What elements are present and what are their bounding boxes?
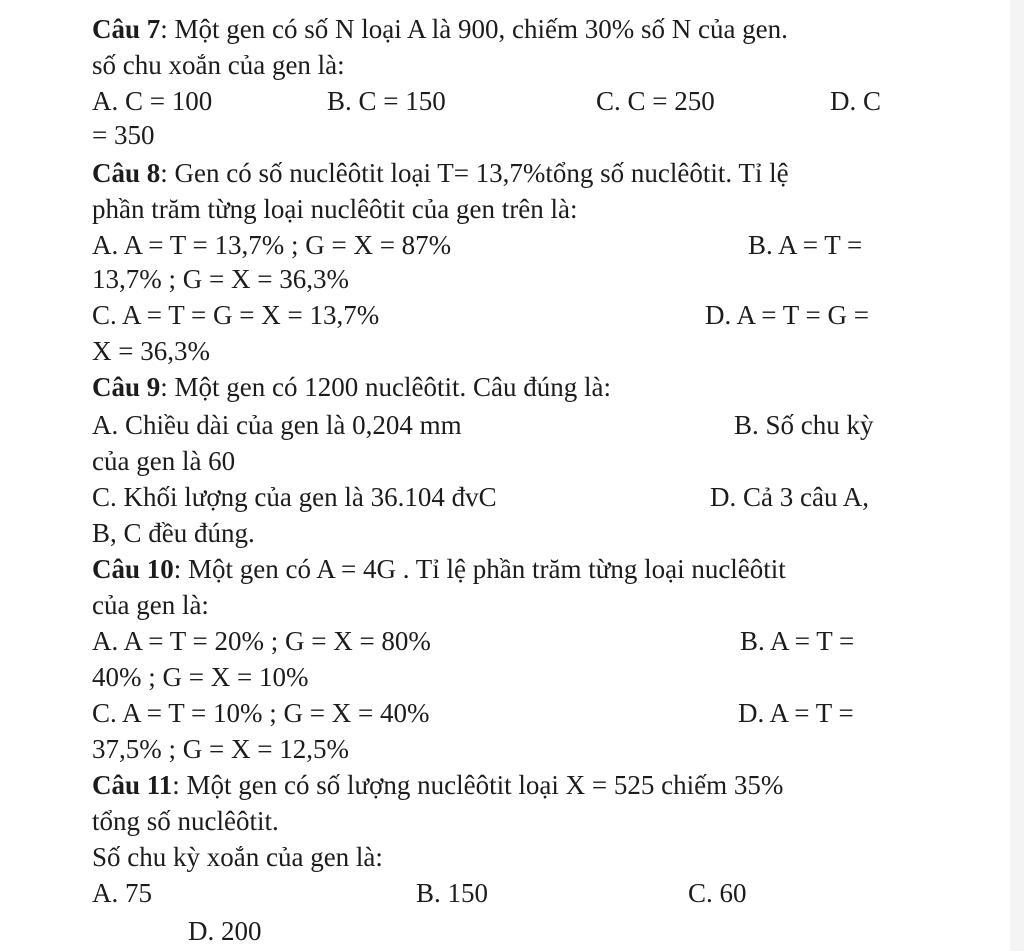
question-7-option-b: B. C = 150 <box>327 86 446 116</box>
question-10-stem-cont: của gen là: <box>92 590 209 620</box>
question-8-option-a: A. A = T = 13,7% ; G = X = 87% <box>92 230 452 260</box>
question-7-option-d-cont: = 350 <box>92 120 155 150</box>
question-8-stem-cont: phần trăm từng loại nuclêôtit của gen trên là: <box>92 194 578 224</box>
question-7-text: : Một gen có số N loại A là 900, chiếm 30% số N của gen. <box>160 14 788 44</box>
question-9-option-c: C. Khối lượng của gen là 36.104 đvC <box>92 482 497 512</box>
question-10-text: : Một gen có A = 4G . Tỉ lệ phần trăm từng loại nuclêôtit <box>173 554 786 584</box>
question-10-option-a: A. A = T = 20% ; G = X = 80% <box>92 626 431 656</box>
question-8-label: Câu 8 <box>92 158 161 188</box>
question-11-text: : Một gen có số lượng nuclêôtit loại X = 525 chiếm 35% <box>172 770 784 800</box>
question-9-stem <box>92 370 611 404</box>
question-7-label: Câu 7 <box>92 14 161 44</box>
question-9-option-d-cont: B, C đều đúng. <box>92 518 255 548</box>
question-11-option-c: C. 60 <box>688 878 747 908</box>
question-11-option-b: B. 150 <box>416 878 489 908</box>
question-7-stem-cont: số chu xoắn của gen là: <box>92 50 345 80</box>
question-9-option-b: B. Số chu kỳ <box>734 410 874 440</box>
question-7-option-c: C. C = 250 <box>596 86 715 116</box>
question-8-option-d-cont: X = 36,3% <box>92 336 210 366</box>
question-11-option-d: D. 200 <box>188 916 262 946</box>
question-10-option-d: D. A = T = <box>738 698 854 728</box>
question-8-text: : Gen có số nuclêôtit loại T= 13,7%tổng số nuclêôtit. Tỉ lệ <box>160 158 789 188</box>
question-7-stem <box>92 12 788 46</box>
question-11-stem-cont: tổng số nuclêôtit. <box>92 806 279 836</box>
question-11-option-a: A. 75 <box>92 878 152 908</box>
question-9-option-a: A. Chiều dài của gen là 0,204 mm <box>92 410 462 440</box>
question-10-label: Câu 10 <box>92 554 174 584</box>
question-11-stem <box>92 768 783 802</box>
question-11-label: Câu 11 <box>92 770 173 800</box>
question-9-label: Câu 9 <box>92 372 161 402</box>
question-10-option-b-cont: 40% ; G = X = 10% <box>92 662 309 692</box>
question-8-option-b: B. A = T = <box>748 230 863 260</box>
question-10-option-d-cont: 37,5% ; G = X = 12,5% <box>92 734 349 764</box>
question-8-option-c: C. A = T = G = X = 13,7% <box>92 300 380 330</box>
question-7-option-a: A. C = 100 <box>92 86 213 116</box>
page-edge <box>1010 0 1024 951</box>
question-8-option-b-cont: 13,7% ; G = X = 36,3% <box>92 264 349 294</box>
question-8-stem <box>92 156 789 190</box>
question-9-text: : Một gen có 1200 nuclêôtit. Câu đúng là: <box>160 372 611 402</box>
question-10-stem <box>92 552 786 586</box>
question-11-stem-cont-2: Số chu kỳ xoắn của gen là: <box>92 842 383 872</box>
question-8-option-d: D. A = T = G = <box>705 300 869 330</box>
question-9-option-b-cont: của gen là 60 <box>92 446 236 476</box>
question-10-option-b: B. A = T = <box>740 626 855 656</box>
question-10-option-c: C. A = T = 10% ; G = X = 40% <box>92 698 430 728</box>
question-9-option-d: D. Cả 3 câu A, <box>710 482 869 512</box>
question-7-option-d: D. C <box>830 86 882 116</box>
